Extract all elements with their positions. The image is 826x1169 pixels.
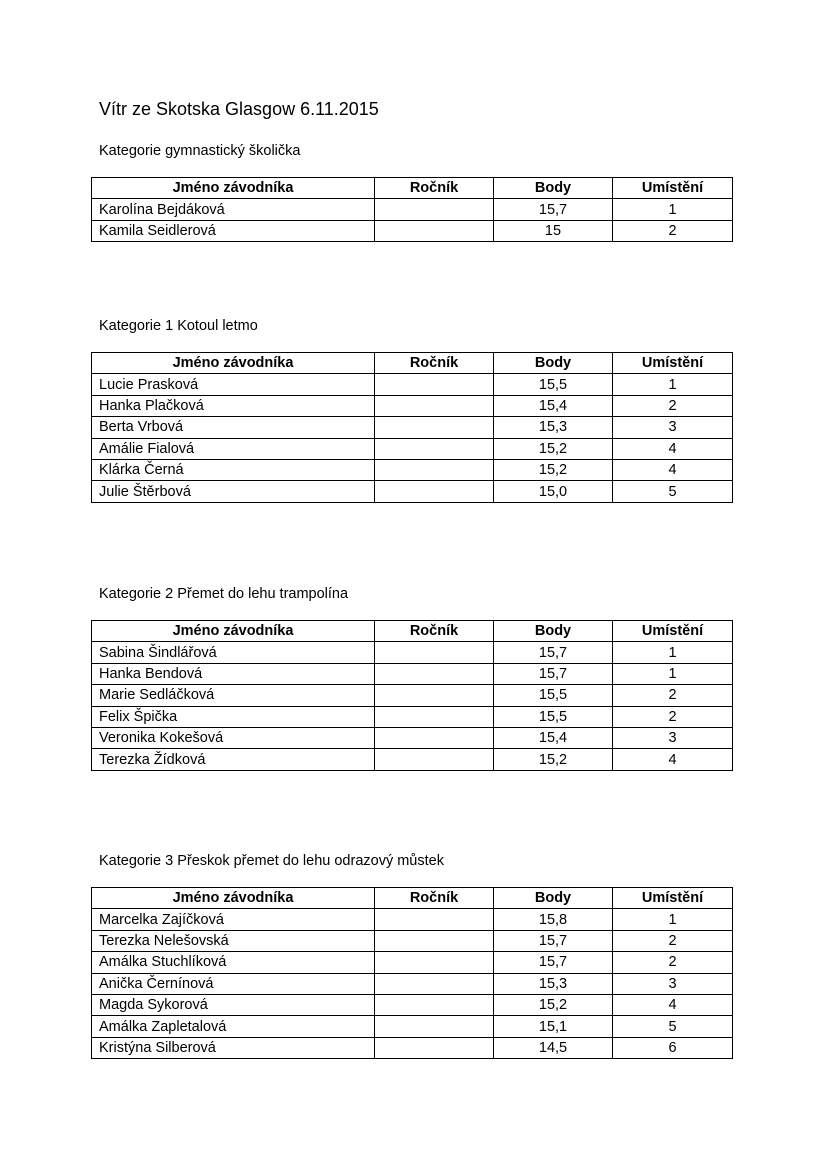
competitor-name: Sabina Šindlářová bbox=[92, 642, 375, 663]
placement-value: 5 bbox=[613, 1016, 733, 1037]
table-row bbox=[92, 199, 733, 220]
points-value: 15 bbox=[494, 220, 613, 241]
points-value: 15,2 bbox=[494, 994, 613, 1015]
placement-value: 2 bbox=[613, 952, 733, 973]
table-row bbox=[92, 1037, 733, 1058]
placement-value: 1 bbox=[613, 199, 733, 220]
column-header-name: Jméno závodníka bbox=[92, 353, 375, 374]
points-value: 15,7 bbox=[494, 199, 613, 220]
competitor-name: Lucie Prasková bbox=[92, 374, 375, 395]
birth-year bbox=[375, 417, 494, 438]
placement-value: 2 bbox=[613, 706, 733, 727]
column-header-place: Umístění bbox=[613, 888, 733, 909]
column-header-year: Ročník bbox=[375, 353, 494, 374]
placement-value: 1 bbox=[613, 909, 733, 930]
page-title: Vítr ze Skotska Glasgow 6.11.2015 bbox=[99, 99, 379, 119]
table-row bbox=[92, 994, 733, 1015]
birth-year bbox=[375, 663, 494, 684]
points-value: 15,5 bbox=[494, 706, 613, 727]
placement-value: 1 bbox=[613, 642, 733, 663]
birth-year bbox=[375, 749, 494, 770]
birth-year bbox=[375, 481, 494, 502]
competitor-name: Julie Štěrbová bbox=[92, 481, 375, 502]
birth-year bbox=[375, 1016, 494, 1037]
birth-year bbox=[375, 395, 494, 416]
competitor-name: Anička Černínová bbox=[92, 973, 375, 994]
placement-value: 3 bbox=[613, 973, 733, 994]
column-header-name: Jméno závodníka bbox=[92, 888, 375, 909]
competitor-name: Marcelka Zajíčková bbox=[92, 909, 375, 930]
birth-year bbox=[375, 459, 494, 480]
points-value: 15,2 bbox=[494, 438, 613, 459]
placement-value: 1 bbox=[613, 374, 733, 395]
column-header-place: Umístění bbox=[613, 178, 733, 199]
category-title: Kategorie 3 Přeskok přemet do lehu odrazový můstek bbox=[99, 853, 444, 869]
column-header-points: Body bbox=[494, 353, 613, 374]
table-row bbox=[92, 930, 733, 951]
points-value: 15,5 bbox=[494, 374, 613, 395]
competitor-name: Kristýna Silberová bbox=[92, 1037, 375, 1058]
table-row bbox=[92, 481, 733, 502]
table-row bbox=[92, 642, 733, 663]
competitor-name: Klárka Černá bbox=[92, 459, 375, 480]
competitor-name: Veronika Kokešová bbox=[92, 727, 375, 748]
competitor-name: Magda Sykorová bbox=[92, 994, 375, 1015]
competitor-name: Amálka Stuchlíková bbox=[92, 952, 375, 973]
placement-value: 6 bbox=[613, 1037, 733, 1058]
column-header-name: Jméno závodníka bbox=[92, 621, 375, 642]
birth-year bbox=[375, 952, 494, 973]
placement-value: 2 bbox=[613, 220, 733, 241]
column-header-place: Umístění bbox=[613, 353, 733, 374]
table-row bbox=[92, 438, 733, 459]
placement-value: 4 bbox=[613, 438, 733, 459]
column-header-place: Umístění bbox=[613, 621, 733, 642]
points-value: 15,7 bbox=[494, 663, 613, 684]
table-row bbox=[92, 1016, 733, 1037]
table-row bbox=[92, 663, 733, 684]
points-value: 15,7 bbox=[494, 952, 613, 973]
category-title: Kategorie 2 Přemet do lehu trampolína bbox=[99, 586, 349, 602]
column-header-points: Body bbox=[494, 178, 613, 199]
placement-value: 4 bbox=[613, 459, 733, 480]
points-value: 15,1 bbox=[494, 1016, 613, 1037]
points-value: 15,8 bbox=[494, 909, 613, 930]
competitor-name: Amálka Zapletalová bbox=[92, 1016, 375, 1037]
competitor-name: Berta Vrbová bbox=[92, 417, 375, 438]
competitor-name: Terezka Nelešovská bbox=[92, 930, 375, 951]
table-header-row bbox=[92, 888, 733, 909]
birth-year bbox=[375, 642, 494, 663]
competitor-name: Marie Sedláčková bbox=[92, 685, 375, 706]
column-header-name: Jméno závodníka bbox=[92, 178, 375, 199]
points-value: 15,3 bbox=[494, 973, 613, 994]
table-row bbox=[92, 706, 733, 727]
column-header-year: Ročník bbox=[375, 888, 494, 909]
birth-year bbox=[375, 973, 494, 994]
table-header-row bbox=[92, 178, 733, 199]
table-row bbox=[92, 459, 733, 480]
points-value: 15,3 bbox=[494, 417, 613, 438]
category-title: Kategorie 1 Kotoul letmo bbox=[99, 318, 258, 334]
birth-year bbox=[375, 909, 494, 930]
column-header-year: Ročník bbox=[375, 178, 494, 199]
competitor-name: Hanka Bendová bbox=[92, 663, 375, 684]
points-value: 15,7 bbox=[494, 642, 613, 663]
placement-value: 5 bbox=[613, 481, 733, 502]
points-value: 15,7 bbox=[494, 930, 613, 951]
competitor-name: Karolína Bejdáková bbox=[92, 199, 375, 220]
table-row bbox=[92, 952, 733, 973]
results-table bbox=[91, 352, 733, 503]
table-row bbox=[92, 417, 733, 438]
table-row bbox=[92, 220, 733, 241]
competitor-name: Kamila Seidlerová bbox=[92, 220, 375, 241]
points-value: 15,4 bbox=[494, 727, 613, 748]
points-value: 15,0 bbox=[494, 481, 613, 502]
points-value: 15,2 bbox=[494, 459, 613, 480]
placement-value: 3 bbox=[613, 727, 733, 748]
table-row bbox=[92, 727, 733, 748]
points-value: 14,5 bbox=[494, 1037, 613, 1058]
birth-year bbox=[375, 438, 494, 459]
placement-value: 1 bbox=[613, 663, 733, 684]
birth-year bbox=[375, 706, 494, 727]
competitor-name: Felix Špička bbox=[92, 706, 375, 727]
birth-year bbox=[375, 994, 494, 1015]
results-table bbox=[91, 620, 733, 771]
placement-value: 2 bbox=[613, 930, 733, 951]
competitor-name: Amálie Fialová bbox=[92, 438, 375, 459]
column-header-points: Body bbox=[494, 888, 613, 909]
birth-year bbox=[375, 1037, 494, 1058]
competitor-name: Hanka Plačková bbox=[92, 395, 375, 416]
table-row bbox=[92, 749, 733, 770]
results-table bbox=[91, 177, 733, 242]
placement-value: 2 bbox=[613, 395, 733, 416]
birth-year bbox=[375, 727, 494, 748]
placement-value: 4 bbox=[613, 749, 733, 770]
points-value: 15,5 bbox=[494, 685, 613, 706]
birth-year bbox=[375, 220, 494, 241]
birth-year bbox=[375, 199, 494, 220]
points-value: 15,4 bbox=[494, 395, 613, 416]
competitor-name: Terezka Žídková bbox=[92, 749, 375, 770]
table-header-row bbox=[92, 621, 733, 642]
birth-year bbox=[375, 685, 494, 706]
results-table bbox=[91, 887, 733, 1059]
birth-year bbox=[375, 374, 494, 395]
points-value: 15,2 bbox=[494, 749, 613, 770]
birth-year bbox=[375, 930, 494, 951]
table-row bbox=[92, 909, 733, 930]
category-title: Kategorie gymnastický školička bbox=[99, 143, 301, 159]
table-row bbox=[92, 973, 733, 994]
column-header-points: Body bbox=[494, 621, 613, 642]
column-header-year: Ročník bbox=[375, 621, 494, 642]
table-row bbox=[92, 685, 733, 706]
table-row bbox=[92, 374, 733, 395]
placement-value: 2 bbox=[613, 685, 733, 706]
table-header-row bbox=[92, 353, 733, 374]
table-row bbox=[92, 395, 733, 416]
placement-value: 3 bbox=[613, 417, 733, 438]
placement-value: 4 bbox=[613, 994, 733, 1015]
